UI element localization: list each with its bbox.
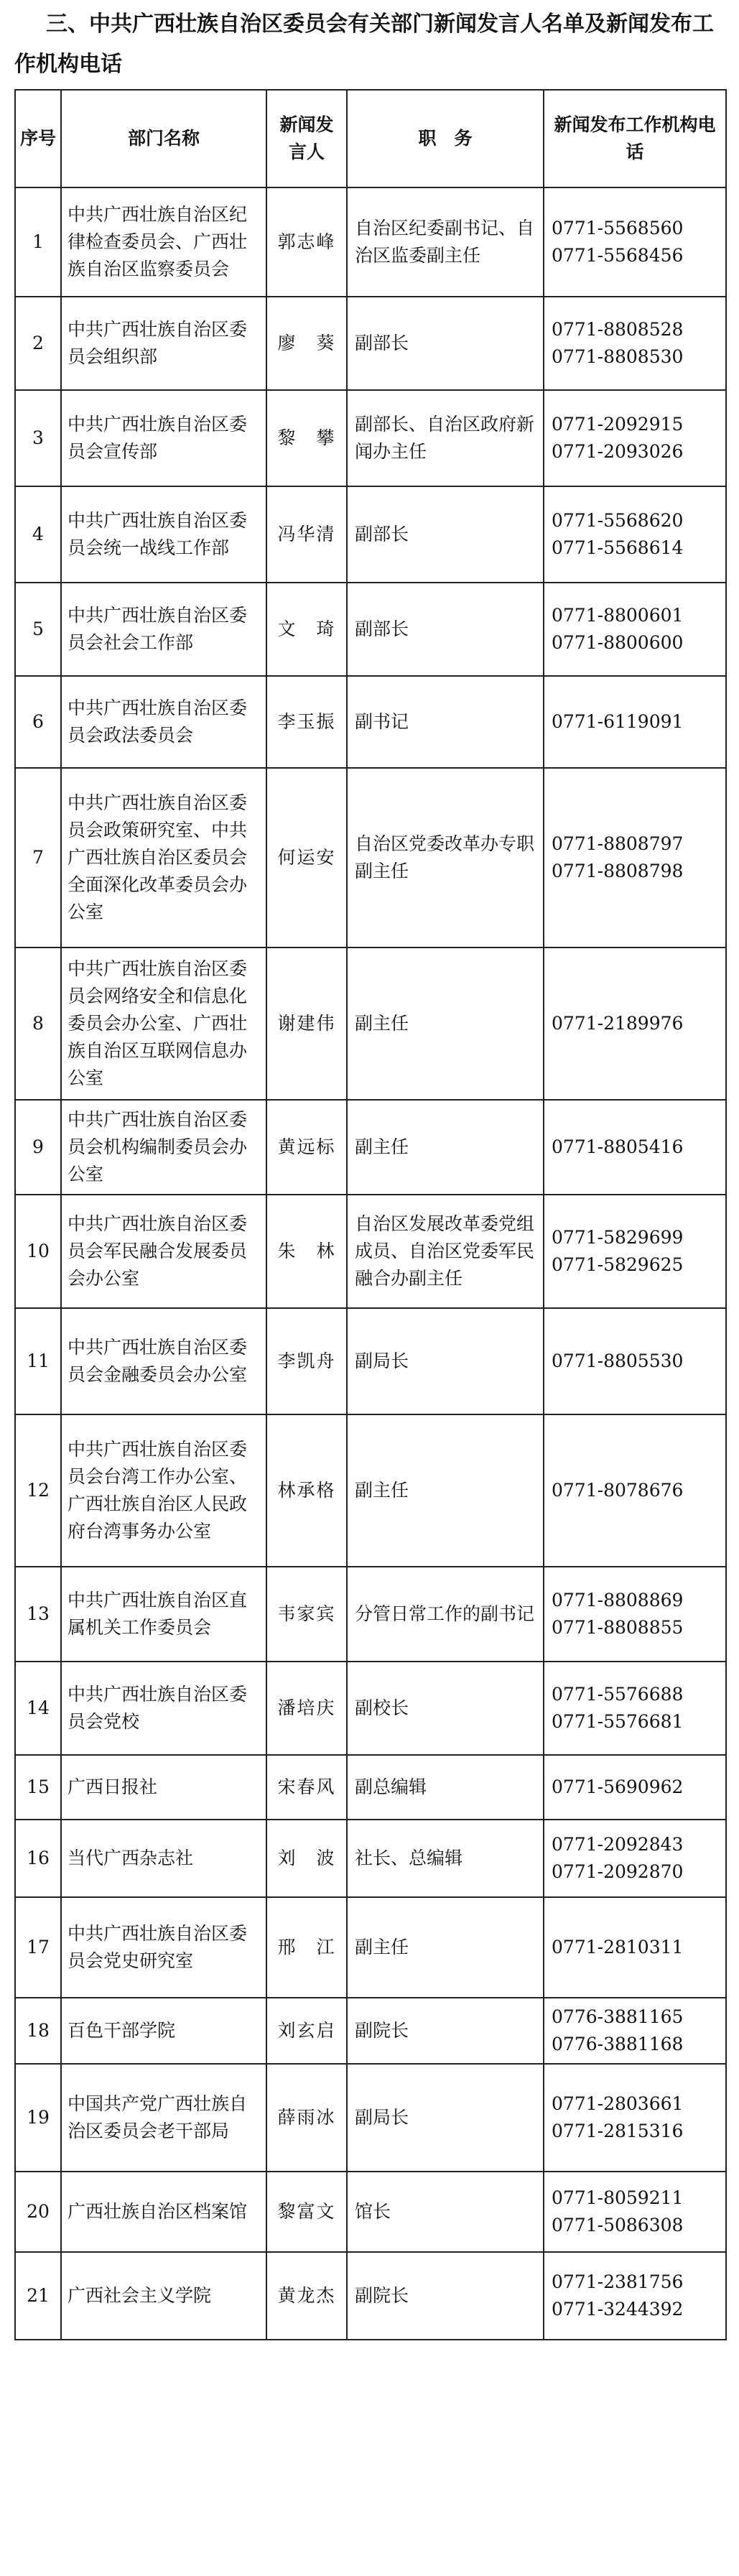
spokesperson-name: 黄龙杰 [266, 2252, 347, 2340]
row-number: 18 [15, 1998, 61, 2064]
phone-cell [544, 676, 726, 768]
header-no: 序号 [15, 90, 61, 187]
phone-cell [544, 1998, 726, 2064]
phone-cell [544, 297, 726, 390]
table-row [15, 1414, 726, 1567]
spokesperson-name: 宋春风 [266, 1755, 347, 1820]
position-title: 副院长 [347, 1998, 544, 2064]
header-position: 职 务 [347, 90, 544, 187]
phone-number: 0771-2815316 [552, 2121, 684, 2141]
phone-cell [544, 486, 726, 583]
phone-number: 0771-8800601 [552, 605, 684, 626]
phone-number: 0771-8805530 [552, 1350, 684, 1371]
phone-number: 0776-3881165 [552, 2006, 684, 2027]
position-title: 副局长 [347, 1308, 544, 1414]
phone-cell [544, 1100, 726, 1195]
table-row [15, 2172, 726, 2252]
department-name: 中共广西壮族自治区委员会金融委员会办公室 [61, 1308, 266, 1414]
phone-number: 0771-8059211 [552, 2187, 684, 2208]
table-row [15, 1100, 726, 1195]
row-number: 13 [15, 1567, 61, 1662]
phone-number: 0771-5576681 [552, 1711, 684, 1732]
department-name: 当代广西杂志社 [61, 1820, 266, 1897]
table-row [15, 1897, 726, 1998]
phone-number: 0771-5086308 [552, 2215, 684, 2236]
phone-number: 0771-8808797 [552, 833, 684, 854]
row-number: 11 [15, 1308, 61, 1414]
row-number: 5 [15, 583, 61, 676]
phone-number: 0771-5568620 [552, 510, 684, 531]
phone-number: 0771-2381756 [552, 2271, 684, 2292]
phone-cell [544, 390, 726, 486]
spokesperson-name: 郭志峰 [266, 187, 347, 297]
position-title: 副书记 [347, 676, 544, 768]
table-row [15, 1998, 726, 2064]
phone-number: 0771-8808530 [552, 346, 684, 367]
position-title: 自治区发展改革委党组成员、自治区党委军民融合办副主任 [347, 1195, 544, 1308]
table-row [15, 486, 726, 583]
row-number: 2 [15, 297, 61, 390]
spokesperson-table [14, 89, 734, 2340]
row-number: 6 [15, 676, 61, 768]
row-number: 3 [15, 390, 61, 486]
department-name: 中共广西壮族自治区委员会政法委员会 [61, 676, 266, 768]
position-title: 副总编辑 [347, 1755, 544, 1820]
row-number: 10 [15, 1195, 61, 1308]
phone-number: 0771-8808528 [552, 319, 684, 340]
spokesperson-name: 韦家宾 [266, 1567, 347, 1662]
table-row [15, 2252, 726, 2340]
spokesperson-name: 文 琦 [266, 583, 347, 676]
position-title: 副主任 [347, 1414, 544, 1567]
phone-number: 0771-2092915 [552, 414, 684, 435]
phone-number: 0771-2093026 [552, 441, 684, 462]
row-number: 1 [15, 187, 61, 297]
row-number: 12 [15, 1414, 61, 1567]
spokesperson-name: 邢 江 [266, 1897, 347, 1998]
phone-number: 0771-5829699 [552, 1227, 684, 1248]
position-title: 副部长 [347, 583, 544, 676]
department-name: 中共广西壮族自治区委员会台湾工作办公室、广西壮族自治区人民政府台湾事务办公室 [61, 1414, 266, 1567]
phone-number: 0771-2092843 [552, 1834, 684, 1855]
department-name: 中共广西壮族自治区直属机关工作委员会 [61, 1567, 266, 1662]
phone-cell [544, 187, 726, 297]
phone-cell [544, 1897, 726, 1998]
table-row [15, 1755, 726, 1820]
spokesperson-name: 谢建伟 [266, 948, 347, 1100]
table-row [15, 390, 726, 486]
row-number: 17 [15, 1897, 61, 1998]
position-title: 社长、总编辑 [347, 1820, 544, 1897]
position-title: 副院长 [347, 2252, 544, 2340]
phone-number: 0771-8808869 [552, 1590, 684, 1611]
spokesperson-name: 冯华清 [266, 486, 347, 583]
position-title: 自治区纪委副书记、自治区监委副主任 [347, 187, 544, 297]
spokesperson-name: 黎富文 [266, 2172, 347, 2252]
phone-cell [544, 768, 726, 948]
table-row [15, 583, 726, 676]
position-title: 副部长 [347, 486, 544, 583]
phone-number: 0771-8805416 [552, 1136, 684, 1157]
spokesperson-name: 何运安 [266, 768, 347, 948]
spokesperson-name: 黎 攀 [266, 390, 347, 486]
table-row [15, 1662, 726, 1755]
phone-number: 0771-2092870 [552, 1861, 684, 1882]
position-title: 副部长 [347, 297, 544, 390]
department-name: 中共广西壮族自治区委员会统一战线工作部 [61, 486, 266, 583]
phone-cell [544, 948, 726, 1100]
header-dept: 部门名称 [61, 90, 266, 187]
row-number: 16 [15, 1820, 61, 1897]
spokesperson-name: 李凯舟 [266, 1308, 347, 1414]
phone-cell [544, 1567, 726, 1662]
phone-number: 0771-5568560 [552, 218, 684, 238]
phone-number: 0771-5568456 [552, 245, 684, 266]
row-number: 15 [15, 1755, 61, 1820]
phone-number: 0771-8078676 [552, 1480, 684, 1501]
phone-number: 0771-6119091 [552, 711, 684, 732]
row-number: 21 [15, 2252, 61, 2340]
table-row [15, 1195, 726, 1308]
table-row [15, 1820, 726, 1897]
phone-number: 0771-8800600 [552, 632, 684, 653]
spokesperson-name: 林承格 [266, 1414, 347, 1567]
department-name: 中共广西壮族自治区委员会宣传部 [61, 390, 266, 486]
spokesperson-name: 李玉振 [266, 676, 347, 768]
table-row [15, 2064, 726, 2172]
phone-number: 0771-2810311 [552, 1937, 684, 1958]
department-name: 中共广西壮族自治区委员会网络安全和信息化委员会办公室、广西壮族自治区互联网信息办公室 [61, 948, 266, 1100]
department-name: 中国共产党广西壮族自治区委员会老干部局 [61, 2064, 266, 2172]
phone-number: 0776-3881168 [552, 2034, 684, 2054]
department-name: 中共广西壮族自治区委员会政策研究室、中共广西壮族自治区委员会全面深化改革委员会办公室 [61, 768, 266, 948]
table-row [15, 1567, 726, 1662]
spokesperson-name: 薛雨冰 [266, 2064, 347, 2172]
position-title: 副局长 [347, 2064, 544, 2172]
position-title: 副校长 [347, 1662, 544, 1755]
row-number: 9 [15, 1100, 61, 1195]
department-name: 中共广西壮族自治区委员会机构编制委员会办公室 [61, 1100, 266, 1195]
department-name: 中共广西壮族自治区委员会党校 [61, 1662, 266, 1755]
phone-number: 0771-3244392 [552, 2299, 684, 2320]
position-title: 自治区党委改革办专职副主任 [347, 768, 544, 948]
phone-number: 0771-5568614 [552, 537, 684, 558]
spokesperson-name: 黄远标 [266, 1100, 347, 1195]
table-row [15, 297, 726, 390]
position-title: 副主任 [347, 948, 544, 1100]
phone-number: 0771-2803661 [552, 2093, 684, 2114]
position-title: 副主任 [347, 1100, 544, 1195]
table-row [15, 1308, 726, 1414]
spokesperson-name: 廖 葵 [266, 297, 347, 390]
department-name: 广西日报社 [61, 1755, 266, 1820]
row-number: 20 [15, 2172, 61, 2252]
row-number: 8 [15, 948, 61, 1100]
row-number: 14 [15, 1662, 61, 1755]
phone-number: 0771-5576688 [552, 1684, 684, 1705]
row-number: 19 [15, 2064, 61, 2172]
phone-cell [544, 1820, 726, 1897]
position-title: 分管日常工作的副书记 [347, 1567, 544, 1662]
phone-cell [544, 1755, 726, 1820]
table-row [15, 676, 726, 768]
row-number: 7 [15, 768, 61, 948]
spokesperson-name: 刘 波 [266, 1820, 347, 1897]
phone-cell [544, 583, 726, 676]
position-title: 副部长、自治区政府新闻办主任 [347, 390, 544, 486]
department-name: 中共广西壮族自治区委员会社会工作部 [61, 583, 266, 676]
position-title: 副主任 [347, 1897, 544, 1998]
department-name: 中共广西壮族自治区委员会军民融合发展委员会办公室 [61, 1195, 266, 1308]
phone-cell [544, 2252, 726, 2340]
spokesperson-name: 潘培庆 [266, 1662, 347, 1755]
row-number: 4 [15, 486, 61, 583]
header-spokesperson: 新闻发言人 [266, 90, 347, 187]
table-row [15, 948, 726, 1100]
department-name: 百色干部学院 [61, 1998, 266, 2064]
department-name: 广西社会主义学院 [61, 2252, 266, 2340]
department-name: 中共广西壮族自治区纪律检查委员会、广西壮族自治区监察委员会 [61, 187, 266, 297]
phone-cell [544, 2064, 726, 2172]
phone-number: 0771-8808798 [552, 861, 684, 881]
phone-number: 0771-8808855 [552, 1617, 684, 1638]
table-row [15, 187, 726, 297]
department-name: 广西壮族自治区档案馆 [61, 2172, 266, 2252]
phone-cell [544, 1414, 726, 1567]
department-name: 中共广西壮族自治区委员会组织部 [61, 297, 266, 390]
phone-number: 0771-5829625 [552, 1254, 684, 1275]
position-title: 馆长 [347, 2172, 544, 2252]
phone-cell [544, 1308, 726, 1414]
phone-cell [544, 1195, 726, 1308]
phone-cell [544, 1662, 726, 1755]
phone-number: 0771-5690962 [552, 1776, 684, 1797]
phone-cell [544, 2172, 726, 2252]
table-row [15, 768, 726, 948]
department-name: 中共广西壮族自治区委员会党史研究室 [61, 1897, 266, 1998]
spokesperson-name: 朱 林 [266, 1195, 347, 1308]
phone-number: 0771-2189976 [552, 1013, 684, 1034]
spokesperson-name: 刘玄启 [266, 1998, 347, 2064]
table-header-row [15, 90, 726, 187]
header-phone: 新闻发布工作机构电 话 [544, 90, 726, 187]
page-title: 三、中共广西壮族自治区委员会有关部门新闻发言人名单及新闻发布工作机构电话 [14, 11, 714, 77]
